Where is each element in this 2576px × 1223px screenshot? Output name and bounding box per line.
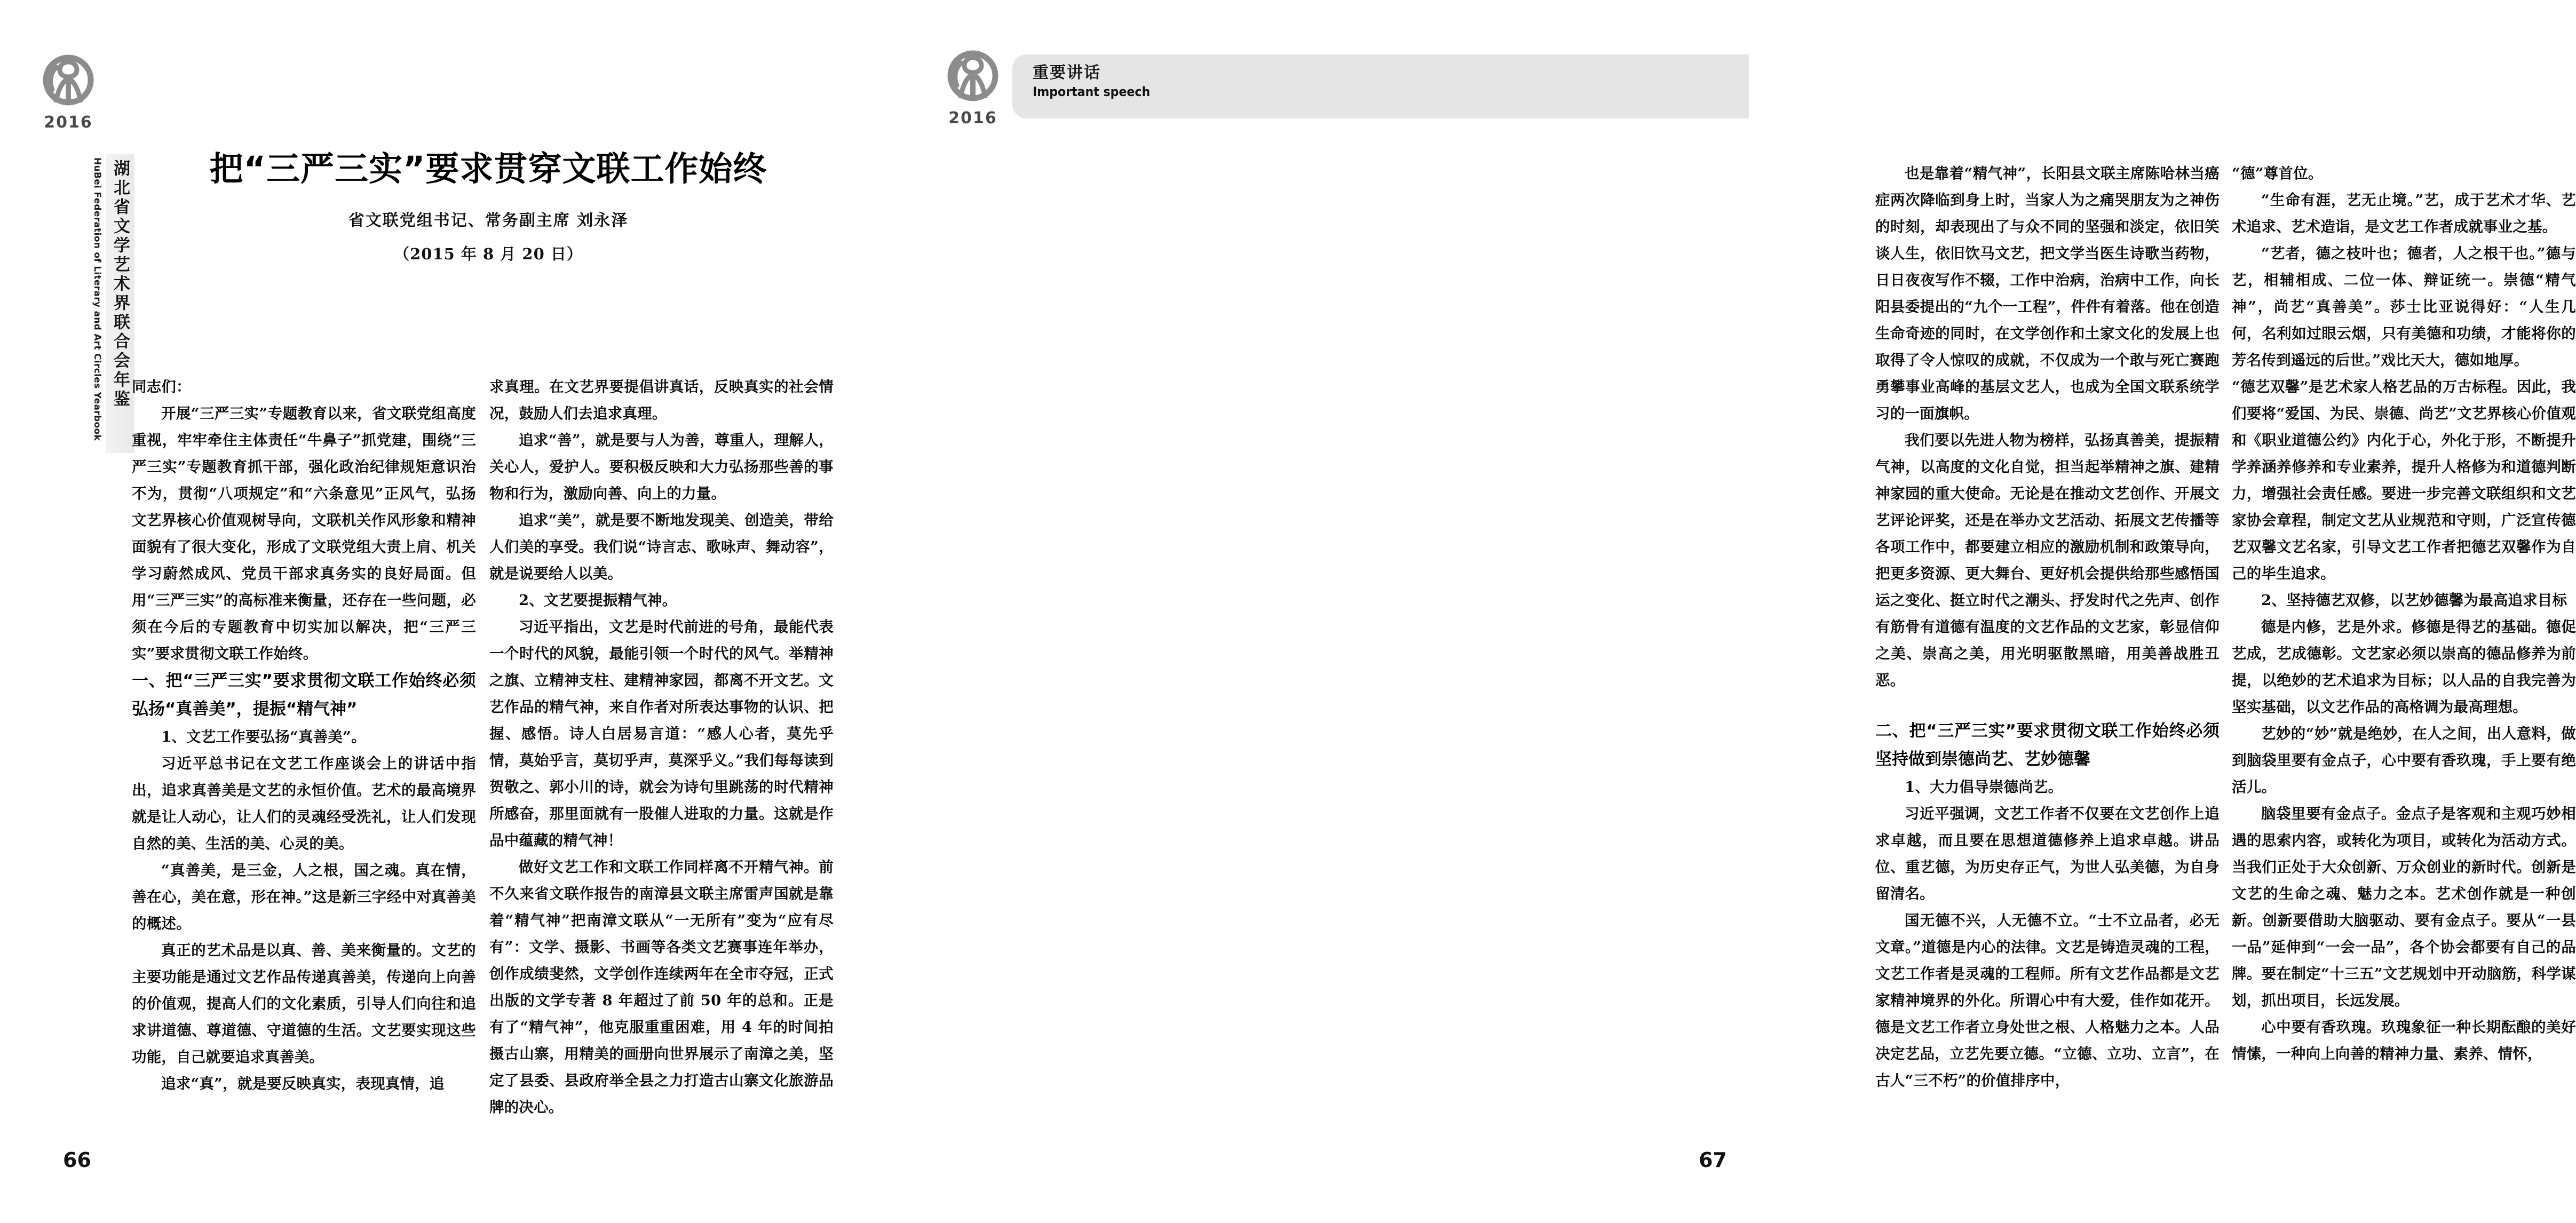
masthead-english: HuBei Federation of Literary and Art Circles Yearbook xyxy=(91,157,102,441)
paragraph: “真善美，是三金，人之根，国之魂。真在情，善在心，美在意，形在神。”这是新三字经中对真善美的概述。 xyxy=(132,862,476,932)
federation-emblem-icon xyxy=(38,51,98,132)
text-column-3 xyxy=(1875,160,2220,1121)
text-column-2 xyxy=(489,374,834,1121)
running-head xyxy=(943,47,1749,128)
paragraph: 开展“三严三实”专题教育以来，省文联党组高度重视，牢牢牵住主体责任“牛鼻子”抓党建，围绕“三严三实”专题教育抓干部，强化政治纪律规矩意识治不为，贯彻“八项规定”和“六条意见”正风气，弘扬文艺界核心价值观树导向，文联机关作风形象和精神面貌有了很大变化，形成了文联党组大责上肩、机关学习蔚然成风、党员干部求真务实的良好局面。但用“三严三实”的高标准来衡量，还存在一些问题，必须在今后的专题教育中切实加以解决，把“三严三实”要求贯彻文联工作始终。 xyxy=(132,405,476,662)
page-right xyxy=(895,0,2576,1223)
paragraph: 国无德不兴，人无德不立。“士不立品者，必无文章。”道德是内心的法律。文艺是铸造灵魂的工程，文艺工作者是灵魂的工程师。所有文艺作品都是文艺家精神境界的外化。所谓心中有大爱，佳作如花开。德是文艺工作者立身处世之根、人格魅力之本。人品决定艺品，立艺先要立德。“立德、立功、立言”，在古人“三不朽”的价值排序中， xyxy=(1875,912,2220,1089)
article-head xyxy=(139,149,838,264)
page-left xyxy=(0,0,895,1223)
paragraph: 真正的艺术品是以真、善、美来衡量的。文艺的主要功能是通过文艺作品传递真善美，传递向上向善的价值观，提高人们的文化素质，引导人们向往和追求讲道德、尊道德、守道德的生活。文艺要实现这些功能，自己就要追求真善美。 xyxy=(132,942,476,1066)
text-column-1 xyxy=(132,374,476,1121)
page-title: 把“三严三实”要求贯穿文联工作始终 xyxy=(209,149,767,188)
paragraph: 追求“美”，就是要不断地发现美、创造美，带给人们美的享受。我们说“诗言志、歌咏声、舞动容”，就是说要给人以美。 xyxy=(489,512,834,582)
section-spacer xyxy=(1875,694,2220,717)
paragraph: “德”尊首位。 xyxy=(2232,165,2323,182)
page-number-right: 67 xyxy=(1699,1148,1727,1172)
paragraph: 1、大力倡导崇德尚艺。 xyxy=(1905,779,2063,796)
left-masthead xyxy=(38,51,134,453)
paragraph: “艺者，德之枝叶也；德者，人之根干也。”德与艺，相辅相成、二位一体、辩证统一。崇德“精气神”，尚艺“真善美”。莎士比亚说得好：“人生几何，名利如过眼云烟，只有美德和功绩，才能将你的芳名传到遥远的后世。”戏比天大，德如地厚。 xyxy=(2232,245,2576,369)
logo-year: 2016 xyxy=(44,113,93,132)
paragraph: 习近平强调，文艺工作者不仅要在文艺创作上追求卓越，而且要在思想道德修养上追求卓越。讲品位、重艺德，为历史存正气，为世人弘美德，为自身留清名。 xyxy=(1875,805,2220,902)
vertical-masthead-block xyxy=(39,154,134,453)
paragraph: 追求“真”，就是要反映真实，表现真情，追 xyxy=(161,1075,445,1092)
paragraph: 1、文艺工作要弘扬“真善美”。 xyxy=(161,728,366,745)
paragraph: 习近平指出，文艺是时代前进的号角，最能代表一个时代的风貌，最能引领一个时代的风气。举精神之旗、立精神支柱、建精神家园，都离不开文艺。文艺作品的精气神，来自作者对所表达事物的认识、把握、感悟。诗人白居易言道：“感人心者，莫先乎情，莫始乎言，莫切乎声，莫深乎义。”我们每每读到贺敬之、郭小川的诗，就会为诗句里跳荡的时代精神所感奋，那里面就有一股催人进取的力量。这就是作品中蕴藏的精气神！ xyxy=(489,618,834,849)
paragraph: “德艺双馨”是艺术家人格艺品的万古标程。因此，我们要将“爱国、为民、崇德、尚艺”文艺界核心价值观和《职业道德公约》内化于心，外化于形，不断提升学养涵养修养和专业素养，提升人格修为和道德判断力，增强社会责任感。要进一步完善文联组织和文艺家协会章程，制定文艺从业规范和守则，广泛宣传德艺双馨文艺名家，引导文艺工作者把德艺双馨作为自己的毕生追求。 xyxy=(2232,378,2576,582)
logo-year: 2016 xyxy=(948,109,997,128)
article-byline: 省文联党组书记、常务副主席 刘永泽 xyxy=(348,211,629,231)
running-head-title-cn: 重要讲话 xyxy=(1033,63,1101,82)
paragraph: 2、文艺要提振精气神。 xyxy=(519,592,677,609)
paragraph: 也是靠着“精气神”，长阳县文联主席陈哈林当癌症两次降临到身上时，当家人为之痛哭朋友为之神伤的时刻，却表现出了与众不同的坚强和淡定，依旧笑谈人生，依旧饮马文艺，把文学当医生诗歌当药物，日日夜夜写作不辍，工作中治病，治病中工作，向长阳县委提出的“九个一工程”，件件有着落。他在创造生命奇迹的同时，在文学创作和土家文化的发展上也取得了令人惊叹的成就，不仅成为一个敢与死亡赛跑勇攀事业高峰的基层文艺人，也成为全国文联系统学习的一面旗帜。 xyxy=(1875,165,2220,422)
section-heading-1: 一、把“三严三实”要求贯彻文联工作始终必须弘扬“真善美”，提振“精气神” xyxy=(132,671,476,719)
federation-emblem-icon xyxy=(943,47,1003,128)
paragraph: 求真理。在文艺界要提倡讲真话，反映真实的社会情况，鼓励人们去追求真理。 xyxy=(489,378,834,422)
running-head-title-en: Important speech xyxy=(1033,84,1151,99)
paragraph: 德是内修，艺是外求。修德是得艺的基础。德促艺成，艺成德彰。文艺家必须以崇高的德品修养为前提，以绝妙的艺术追求为目标；以人品的自我完善为坚实基础，以文艺作品的高格调为最高理想。 xyxy=(2232,618,2576,716)
running-head-bar xyxy=(1012,54,1749,118)
masthead-chinese: 湖北省文学艺术界联合会年鉴 xyxy=(106,154,134,453)
paragraph: 追求“善”，就是要与人为善，尊重人，理解人，关心人，爱护人。要积极反映和大力弘扬那些善的事物和行为，激励向善、向上的力量。 xyxy=(489,432,834,502)
salutation: 同志们： xyxy=(132,378,191,395)
paragraph: 我们要以先进人物为榜样，弘扬真善美，提振精气神，以高度的文化自觉，担当起举精神之旗、建精神家园的重大使命。无论是在推动文艺创作、开展文艺评论评奖，还是在举办文艺活动、拓展文艺传播等各项工作中，都要建立相应的激励机制和政策导向，把更多资源、更大舞台、更好机会提供给那些感悟国运之变化、挺立时代之潮头、抒发时代之先声、创作有筋骨有道德有温度的文艺作品的文艺家，彰显信仰之美、崇高之美，用光明驱散黑暗，用美善战胜丑恶。 xyxy=(1875,432,2220,689)
page-number-left: 66 xyxy=(63,1148,91,1172)
text-column-4 xyxy=(2232,160,2576,1121)
section-heading-2: 二、把“三严三实”要求贯彻文联工作始终必须坚持做到崇德尚艺、艺妙德馨 xyxy=(1875,721,2220,769)
paragraph: 脑袋里要有金点子。金点子是客观和主观巧妙相遇的思索内容，或转化为项目，或转化为活动方式。当我们正处于大众创新、万众创业的新时代。创新是文艺的生命之魂、魅力之本。艺术创作就是一种创新。创新要借助大脑驱动、要有金点子。要从“一县一品”延伸到“一会一品”，各个协会都要有自己的品牌。要在制定“十三五”文艺规划中开动脑筋，科学谋划，抓出项目，长远发展。 xyxy=(2232,805,2576,1009)
paragraph: 习近平总书记在文艺工作座谈会上的讲话中指出，追求真善美是文艺的永恒价值。艺术的最高境界就是让人动心，让人们的灵魂经受洗礼，让人们发现自然的美、生活的美、心灵的美。 xyxy=(132,755,476,852)
paragraph: 艺妙的“妙”就是绝妙，在人之间，出人意料，做到脑袋里要有金点子，心中要有香玖瑰，手上要有绝活儿。 xyxy=(2232,725,2576,796)
article-date: （2015 年 8 月 20 日） xyxy=(394,245,583,264)
paragraph: “生命有涯，艺无止境。”艺，成于艺术才华、艺术追求、艺术造诣，是文艺工作者成就事业之基。 xyxy=(2232,192,2576,235)
paragraph: 做好文艺工作和文联工作同样离不开精气神。前不久来省文联作报告的南漳县文联主席雷声国就是靠着“精气神”把南漳文联从“一无所有”变为“应有尽有”：文学、摄影、书画等各类文艺赛事连年举办，创作成绩斐然，文学创作连续两年在全市夺冠，正式出版的文学专著 8 年超过了前 50 年的总和。正是有了“精气神”，他克服重重困难，用 4 年的时间拍摄古山寨，用精美的画册向世界展示了南漳之美，坚定了县委、县政府举全县之力打造古山寨文化旅游品牌的决心。 xyxy=(489,859,834,1116)
paragraph: 2、坚持德艺双修，以艺妙德馨为最高追求目标 xyxy=(2261,592,2567,609)
paragraph: 心中要有香玖瑰。玖瑰象征一种长期酝酿的美好情愫，一种向上向善的精神力量、素养、情怀， xyxy=(2232,1019,2576,1062)
